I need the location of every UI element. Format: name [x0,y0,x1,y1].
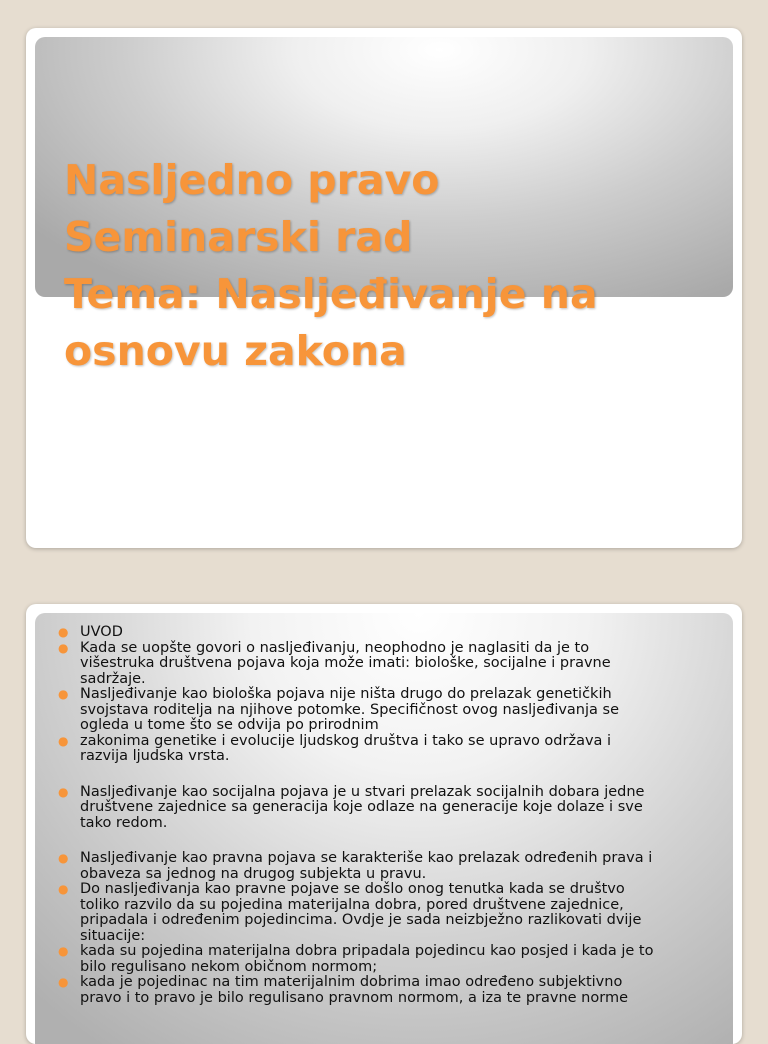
bullet-text: kada su pojedina materijalna dobra pripadala pojedincu kao posjed i kada je to [80,943,654,959]
bullet-text: Nasljeđivanje kao biološka pojava nije ništa drugo do prelazak genetičkih [80,686,612,702]
bullet-text: tako redom. [80,814,168,831]
bullet-icon: ● [58,733,69,748]
bullet-text: pravo i to pravo je bilo regulisano pravnom normom, a iza te pravne norme [80,989,628,1006]
title-slide[interactable] [26,28,742,548]
list-item [53,882,733,944]
bullet-icon: ● [58,625,69,639]
bullet-text: Kada se uopšte govori o nasljeđivanju, neophodno je naglasiti da je to [80,639,590,656]
bullet-icon: ● [58,975,69,989]
bullet-icon: ● [58,784,69,799]
bullet-list [53,625,733,1006]
list-item [53,641,733,688]
title-line: Seminarski rad [64,213,413,261]
bullet-text: zakonima genetike i evolucije ljudskog društva i tako se upravo održava i [80,732,612,749]
bullet-text: razvija ljudska vrsta. [80,748,230,764]
list-item [53,944,733,975]
content-panel [35,613,733,1044]
bullet-text: Nasljeđivanje kao pravna pojava se karakteriše kao prelazak određenih prava i [80,850,653,866]
bullet-text: ogleda u tome što se odvija po prirodnim [80,717,379,733]
bullet-text: svojstava roditelja na njihove potomke. Specifičnost ovog nasljeđivanja se [80,701,619,718]
bullet-icon: ● [58,640,69,655]
bullet-icon: ● [58,944,69,958]
bullet-text: društvene zajednice sa generacija koje odlaze na generacije koje dolaze i sve [80,799,643,815]
bullet-text: sadržaje. [80,670,146,687]
list-item [53,975,733,1006]
list-item [53,785,733,832]
list-item [53,687,733,734]
list-item [53,851,733,882]
bullet-text: situacije: [80,927,146,944]
title-line: osnovu zakona [64,327,407,375]
bullet-icon: ● [58,851,69,865]
bullet-text: toliko razvilo da su pojedina materijalna dobra, pored društvene zajednice, [80,896,624,913]
bullet-text: UVOD [80,624,123,640]
bullet-text: pripadala i određenim pojedincima. Ovdje je sada neizbježno razlikovati dvije [80,912,642,928]
bullet-text: Do nasljeđivanja kao pravne pojave se došlo onog tenutka kada se društvo [80,881,625,897]
bullet-text: kada je pojedinac na tim materijalnim dobrima imao određeno subjektivno [80,974,623,990]
title-line: Tema: Nasljeđivanje na [64,270,598,318]
bullet-text: Nasljeđivanje kao socijalna pojava je u stvari prelazak socijalnih dobara jedne [80,783,645,800]
bullet-icon: ● [58,882,69,896]
list-item [53,734,733,765]
list-item [53,625,733,641]
title-line: Nasljedno pravo [64,156,440,204]
bullet-text: obaveza sa jednog na drugog subjekta u pravu. [80,865,427,882]
bullet-text: višestruka društvena pojava koja može imati: biološke, socijalne i pravne [80,655,611,671]
slide-title [64,152,724,380]
bullet-icon: ● [58,687,69,701]
content-slide[interactable] [26,604,742,1044]
bullet-text: bilo regulisano nekom običnom normom; [80,958,378,975]
